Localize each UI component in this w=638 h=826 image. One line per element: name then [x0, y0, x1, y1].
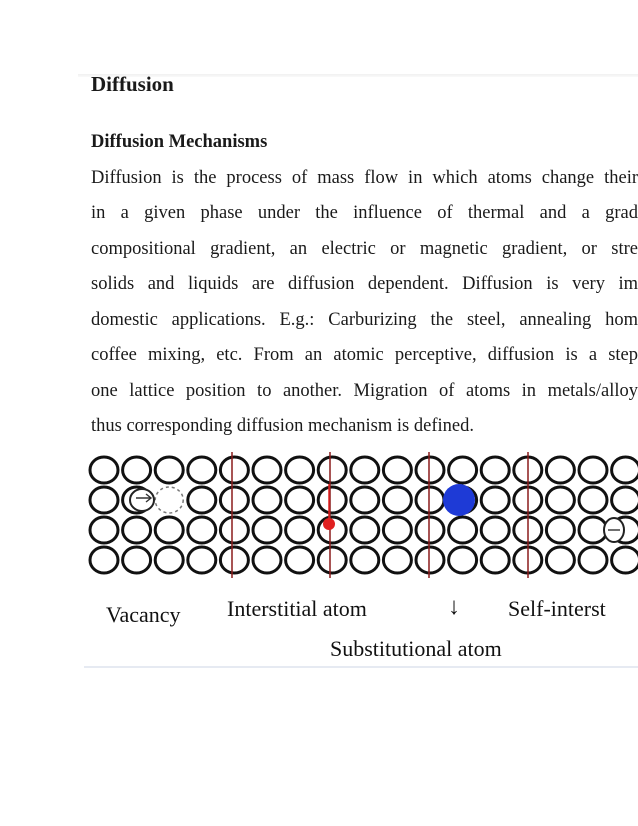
lattice-atom: [449, 517, 477, 543]
lattice-atom: [155, 457, 183, 483]
lattice-atom: [253, 457, 281, 483]
section-heading: Diffusion Mechanisms: [91, 132, 268, 152]
lattice-atom: [416, 487, 444, 513]
lattice-atom: [383, 457, 411, 483]
paragraph-line: coffee mixing, etc. From an atomic perceptive, diffusion is a step: [91, 345, 638, 365]
lattice-atom: [351, 487, 379, 513]
lattice-atom: [481, 547, 509, 573]
lattice-atom: [383, 547, 411, 573]
down-arrow-icon: ↓: [448, 594, 460, 620]
lattice-atom: [253, 547, 281, 573]
lattice-atom: [318, 457, 346, 483]
lattice-atom: [579, 547, 607, 573]
vacancy-label: Vacancy: [106, 602, 181, 627]
paragraph-line: in a given phase under the influence of thermal and a grad: [91, 203, 638, 223]
lattice-atom: [286, 487, 314, 513]
lattice-atom: [155, 547, 183, 573]
lattice-atom: [416, 457, 444, 483]
lattice-atom: [612, 487, 638, 513]
lattice-atom: [286, 547, 314, 573]
lattice-atom: [449, 547, 477, 573]
lattice-atom: [286, 517, 314, 543]
interstitial-atom: [323, 518, 335, 530]
lattice-atom: [188, 487, 216, 513]
lattice-atom: [90, 547, 118, 573]
paragraph-line: Diffusion is the process of mass flow in which atoms change their: [91, 168, 638, 188]
lattice-atom: [351, 517, 379, 543]
lattice-atom: [220, 487, 248, 513]
lattice-atom: [155, 517, 183, 543]
lattice-atom: [188, 517, 216, 543]
lattice-atom: [253, 517, 281, 543]
diffusion-mechanisms-figure: [84, 444, 638, 670]
page-title: Diffusion: [91, 72, 174, 96]
paragraph-line: compositional gradient, an electric or magnetic gradient, or stre: [91, 239, 638, 259]
lattice-atom: [90, 457, 118, 483]
lattice-atom: [579, 487, 607, 513]
lattice-atom: [188, 457, 216, 483]
paragraph-line: one lattice position to another. Migration of atoms in metals/alloy: [91, 381, 638, 401]
lattice-atom: [351, 457, 379, 483]
lattice-atom: [286, 457, 314, 483]
lattice-atom: [188, 547, 216, 573]
vacancy-site: [155, 487, 183, 513]
lattice-atom: [123, 517, 151, 543]
paragraph-line: solids and liquids are diffusion dependent. Diffusion is very im: [91, 274, 638, 294]
lattice-atom: [546, 517, 574, 543]
substitutional-atom: [443, 484, 475, 516]
lattice-atom: [612, 457, 638, 483]
lattice-atom: [546, 457, 574, 483]
lattice-atom: [481, 487, 509, 513]
lattice-atom: [220, 457, 248, 483]
paragraph-line: domestic applications. E.g.: Carburizing the steel, annealing hom: [91, 310, 638, 330]
lattice-atom: [220, 547, 248, 573]
lattice-atom: [383, 517, 411, 543]
lattice-atom: [579, 517, 607, 543]
lattice-atom: [416, 547, 444, 573]
lattice-atom: [90, 517, 118, 543]
lattice-atom: [318, 547, 346, 573]
lattice-atom: [253, 487, 281, 513]
lattice-atom: [481, 457, 509, 483]
self-interstitial-label: Self-interst: [508, 596, 606, 621]
lattice-atom: [123, 547, 151, 573]
lattice-atom: [318, 487, 346, 513]
lattice-atom: [481, 517, 509, 543]
lattice-atom: [220, 517, 248, 543]
lattice-atom: [449, 457, 477, 483]
interstitial-atom-label: Interstitial atom: [227, 596, 367, 621]
lattice-atom: [546, 547, 574, 573]
lattice-atom: [579, 457, 607, 483]
substitutional-atom-label: Substitutional atom: [330, 636, 502, 661]
figure-bottom-rule: [84, 666, 638, 668]
lattice-atom: [123, 457, 151, 483]
atomic-lattice-diagram: [84, 444, 638, 594]
jumping-atom: [130, 489, 154, 511]
lattice-atom: [612, 547, 638, 573]
lattice-atom: [351, 547, 379, 573]
lattice-atom: [383, 487, 411, 513]
paragraph-line: thus corresponding diffusion mechanism is defined.: [91, 416, 474, 436]
lattice-atom: [90, 487, 118, 513]
lattice-atom: [416, 517, 444, 543]
lattice-atom: [546, 487, 574, 513]
